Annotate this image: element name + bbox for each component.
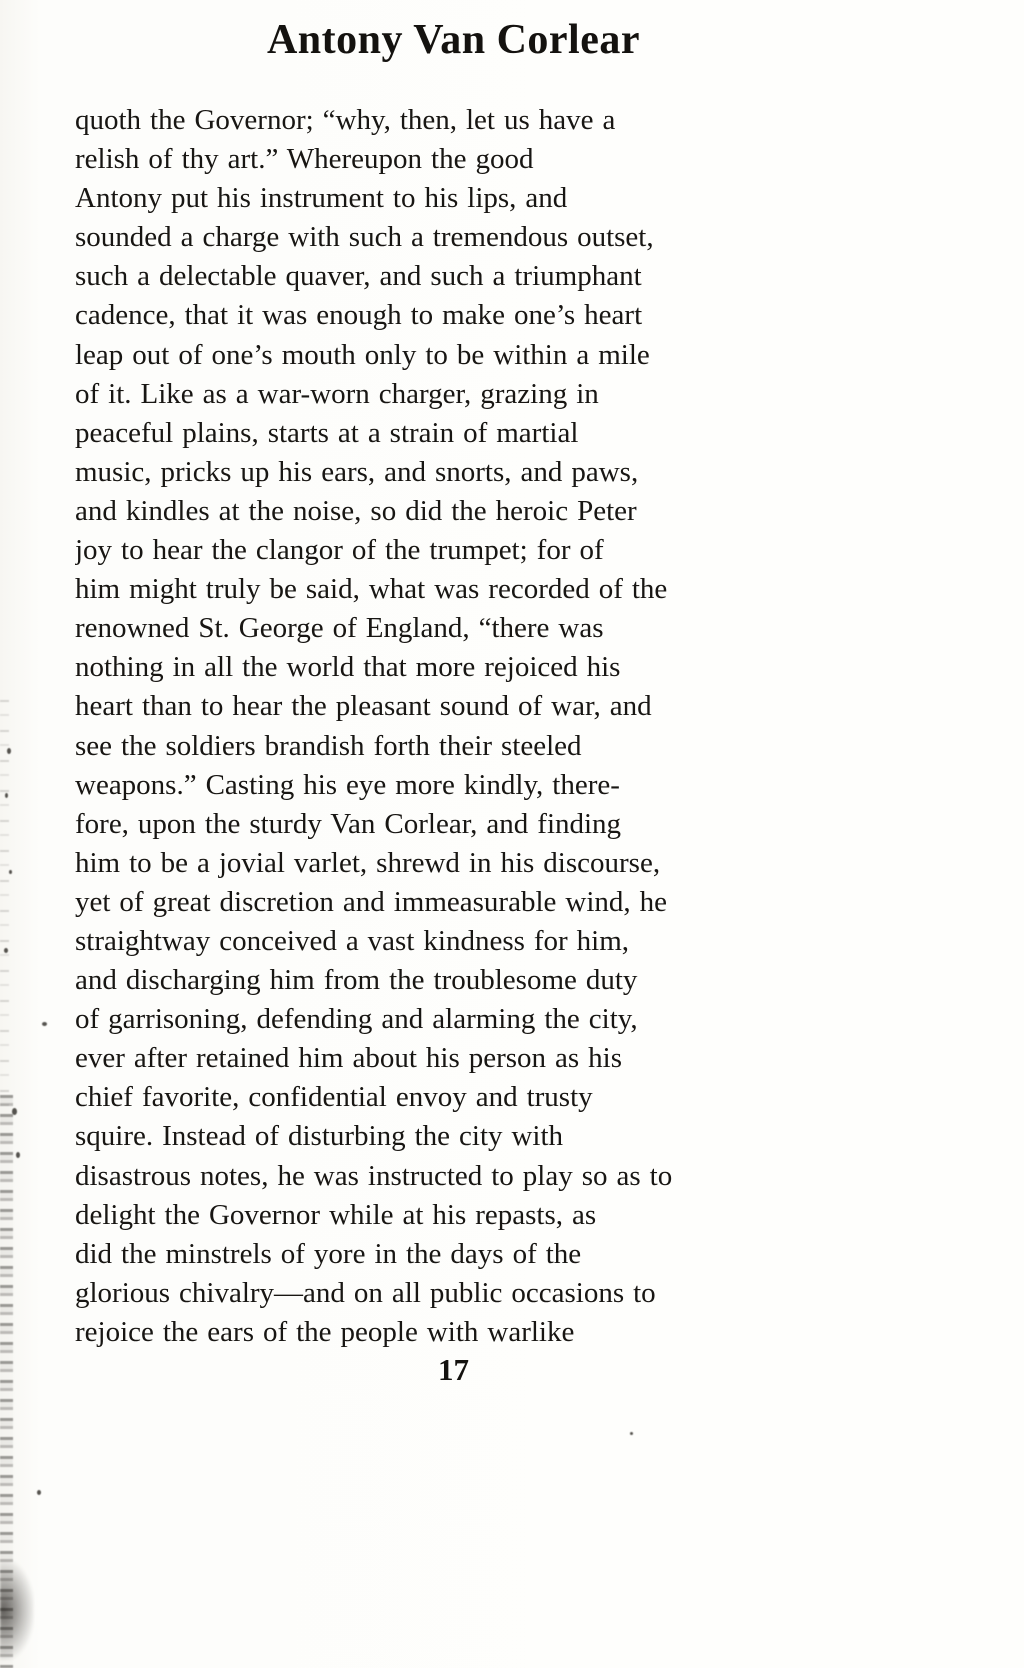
text-line: yet of great discretion and immeasurable wind, he — [75, 885, 667, 918]
text-line: him might truly be said, what was recorded of the — [75, 573, 668, 606]
text-line: cadence, that it was enough to make one’s heart — [75, 299, 643, 332]
scan-speck — [630, 1432, 633, 1435]
text-line: see the soldiers brandish forth their steeled — [75, 729, 582, 762]
scan-speck — [16, 1152, 20, 1158]
text-line: disastrous notes, he was instructed to play so as to — [75, 1159, 673, 1192]
text-line: did the minstrels of yore in the days of the — [75, 1237, 582, 1270]
text-line: relish of thy art.” Whereupon the good — [75, 143, 534, 176]
text-line: such a delectable quaver, and such a triumphant — [75, 260, 642, 293]
scan-speck — [37, 1490, 41, 1495]
page-number: 17 — [438, 1352, 469, 1387]
text-line: quoth the Governor; “why, then, let us have a — [75, 104, 616, 136]
scan-noise-strip-lower — [0, 1095, 13, 1668]
text-line: glorious chivalry—and on all public occasions to — [75, 1276, 656, 1309]
scan-speck — [12, 1108, 17, 1115]
text-line: peaceful plains, starts at a strain of martial — [75, 416, 579, 449]
scan-speck — [9, 870, 12, 874]
text-line: leap out of one’s mouth only to be within a mile — [75, 338, 650, 371]
text-line: and discharging him from the troublesome duty — [75, 964, 638, 997]
text-line: squire. Instead of disturbing the city with — [75, 1120, 564, 1153]
scan-noise-strip-upper — [0, 700, 9, 1120]
text-line: joy to hear the clangor of the trumpet; for of — [75, 534, 604, 567]
text-line: music, pricks up his ears, and snorts, and paws, — [75, 455, 639, 488]
text-line: ever after retained him about his person as his — [75, 1042, 623, 1075]
scan-speck — [7, 748, 11, 754]
text-line: him to be a jovial varlet, shrewd in his discourse, — [75, 846, 661, 879]
scan-noise-blotch — [0, 1560, 34, 1660]
text-line: chief favorite, confidential envoy and trusty — [75, 1081, 593, 1114]
page-title: Antony Van Corlear — [266, 17, 641, 63]
text-line: renowned St. George of England, “there was — [75, 612, 604, 645]
text-line: Antony put his instrument to his lips, and — [75, 182, 568, 215]
text-line: rejoice the ears of the people with warlike — [75, 1315, 575, 1348]
text-line: and kindles at the noise, so did the heroic Peter — [75, 494, 637, 527]
text-line: sounded a charge with such a tremendous outset, — [75, 221, 654, 254]
scan-speck — [5, 793, 8, 798]
body-text — [75, 101, 832, 1352]
text-line: heart than to hear the pleasant sound of war, and — [75, 690, 652, 723]
scan-speck — [42, 1022, 47, 1026]
text-line: fore, upon the sturdy Van Corlear, and finding — [75, 807, 622, 840]
text-line: delight the Governor while at his repasts, as — [75, 1198, 597, 1231]
text-line: weapons.” Casting his eye more kindly, there- — [75, 768, 620, 801]
scan-speck — [4, 948, 8, 953]
text-line: of garrisoning, defending and alarming the city, — [75, 1003, 638, 1036]
text-line: straightway conceived a vast kindness for him, — [75, 924, 630, 957]
text-line: of it. Like as a war-worn charger, grazing in — [75, 377, 599, 410]
text-line: nothing in all the world that more rejoiced his — [75, 651, 621, 684]
